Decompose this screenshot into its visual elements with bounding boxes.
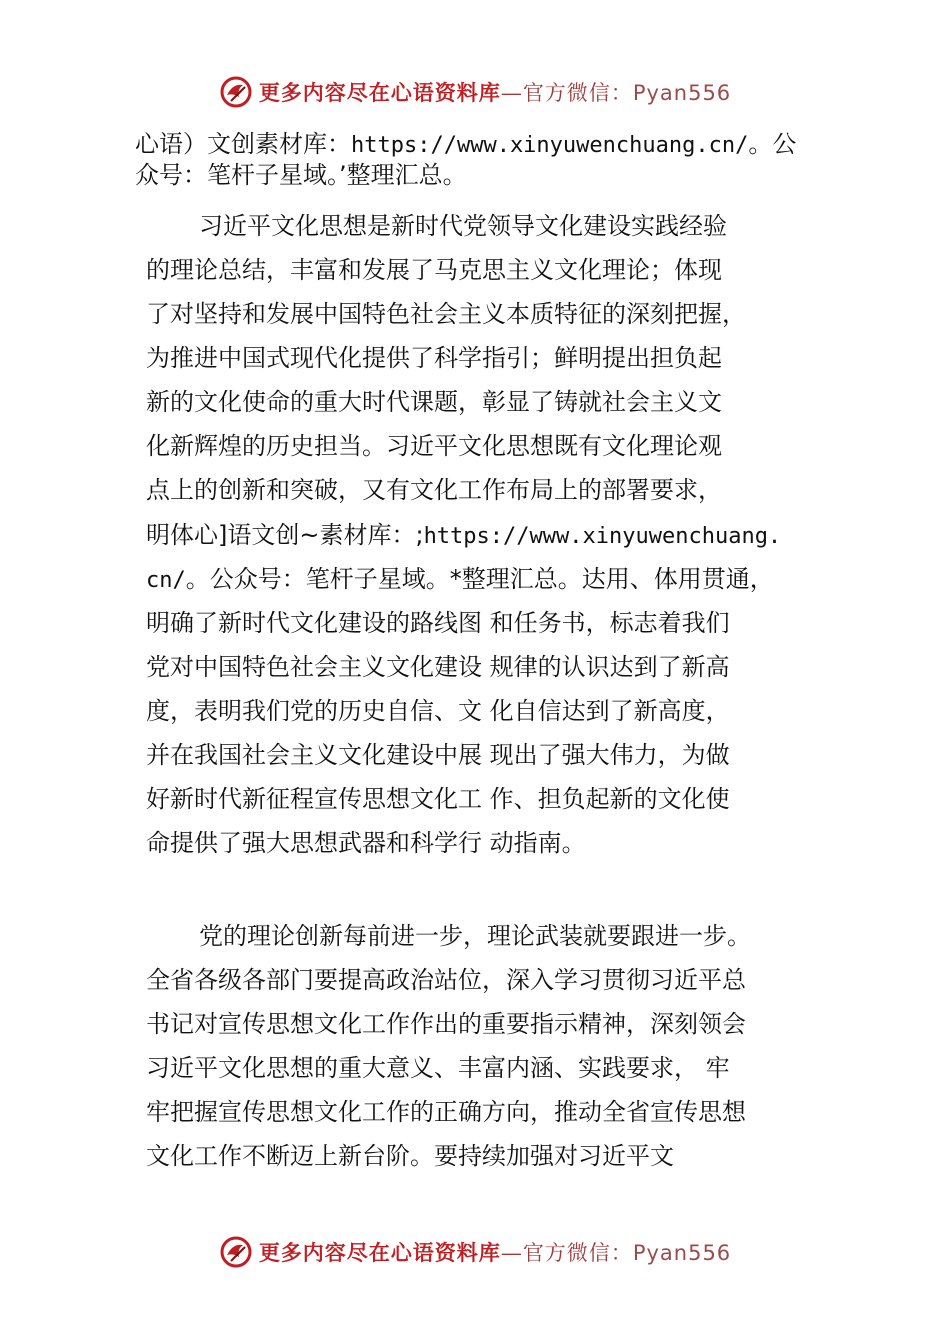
footer-banner	[0, 1232, 950, 1272]
watermark-line-1	[146, 520, 781, 552]
intro-line-2: 众号：笔杆子星域。’整理汇总。	[135, 161, 467, 189]
intro-line-1	[135, 129, 796, 161]
para1-cont-line: 党对中国特色社会主义文化建设 规律的认识达到了新高	[146, 653, 730, 681]
para2-line: 牢把握宣传思想文化工作的正确方向，推动全省宣传思想	[146, 1098, 746, 1126]
para2-line: 习近平文化思想的重大意义、丰富内涵、实践要求， 牢	[146, 1054, 730, 1082]
header-banner-text	[259, 77, 731, 107]
para1-line: 点上的创新和突破，又有文化工作布局上的部署要求，	[146, 476, 722, 504]
header-wechat-label: 官方微信：	[522, 81, 633, 105]
brand-logo-icon	[219, 1235, 253, 1269]
para1-cont-line: 命提供了强大思想武器和科学行 动指南。	[146, 829, 586, 857]
para2-line: 文化工作不断迈上新台阶。要持续加强对习近平文	[146, 1142, 674, 1170]
watermark-url-a: https://www.xinyuwenchuang.	[423, 524, 782, 549]
para1-cont-line: 好新时代新征程宣传思想文化工 作、担负起新的文化使	[146, 785, 730, 813]
para1-line: 了对坚持和发展中国特色社会主义本质特征的深刻把握，	[146, 300, 746, 328]
watermark-line-2	[146, 564, 774, 596]
brand-logo-icon	[219, 75, 253, 109]
para1-line: 的理论总结，丰富和发展了马克思主义文化理论；体现	[146, 256, 722, 284]
para1-cont-line: 并在我国社会主义文化建设中展 现出了强大伟力，为做	[146, 741, 730, 769]
watermark-text-a: 明体心]语文创~素材库：;	[146, 521, 424, 549]
para1-cont-line: 明确了新时代文化建设的路线图 和任务书，标志着我们	[146, 609, 730, 637]
para2-line: 全省各级各部门要提高政治站位，深入学习贯彻习近平总	[146, 966, 746, 994]
watermark-text-b: 。公众号：笔杆子星域。*整理汇总。达用、体用贯通，	[185, 565, 774, 593]
header-banner-sep: —	[500, 81, 523, 105]
footer-wechat-label: 官方微信：	[522, 1241, 633, 1265]
header-banner	[0, 72, 950, 112]
intro-url: https://www.xinyuwenchuang.cn/	[351, 133, 749, 158]
para1-line: 化新辉煌的历史担当。习近平文化思想既有文化理论观	[146, 432, 722, 460]
intro-text-a: 心语）文创素材库：	[135, 130, 351, 158]
intro-text-b: 。公	[748, 130, 797, 158]
footer-wechat-id: Pyan556	[632, 1241, 732, 1265]
para1-line: 习近平文化思想是新时代党领导文化建设实践经验	[199, 212, 727, 240]
header-wechat-id: Pyan556	[632, 81, 732, 105]
para2-line: 书记对宣传思想文化工作作出的重要指示精神，深刻领会	[146, 1010, 746, 1038]
watermark-url-b: cn/	[146, 568, 186, 593]
footer-banner-main: 更多内容尽在心语资料库	[258, 1240, 501, 1265]
footer-banner-sep: —	[500, 1241, 523, 1265]
para1-cont-line: 度，表明我们党的历史自信、文 化自信达到了新高度，	[146, 697, 730, 725]
footer-banner-text	[259, 1237, 731, 1267]
para1-line: 为推进中国式现代化提供了科学指引；鲜明提出担负起	[146, 344, 722, 372]
para1-line: 新的文化使命的重大时代课题，彰显了铸就社会主义文	[146, 388, 722, 416]
header-banner-main: 更多内容尽在心语资料库	[258, 80, 501, 105]
para2-line: 党的理论创新每前进一步，理论武装就要跟进一步。	[199, 922, 751, 950]
